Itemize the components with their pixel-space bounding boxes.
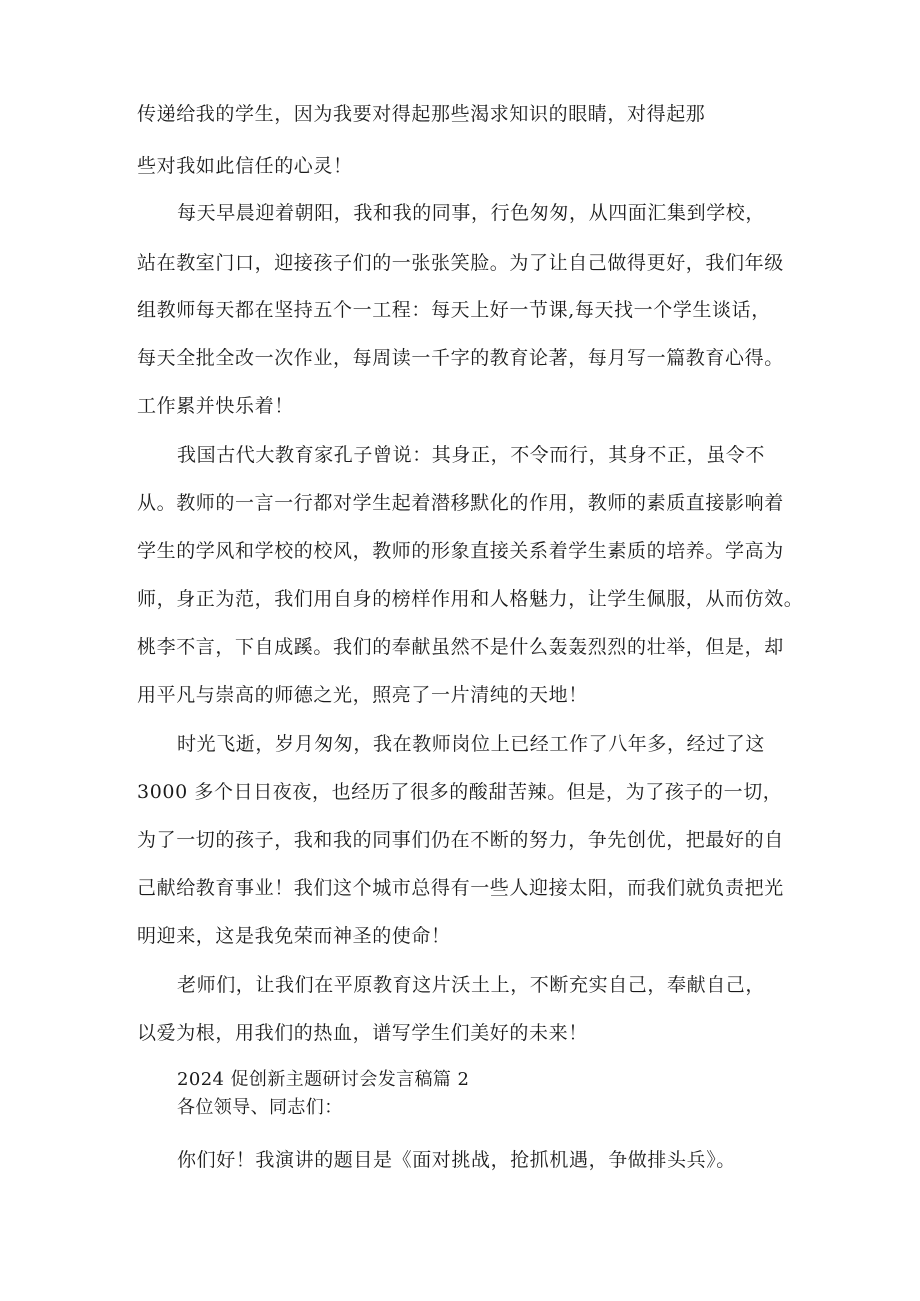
- paragraph-line: 师，身正为范，我们用自身的榜样作用和人格魅力，让学生佩服，从而仿效。: [137, 588, 804, 610]
- paragraph-line: 工作累并快乐着！: [137, 395, 294, 417]
- paragraph-line: 老师们，让我们在平原教育这片沃土上，不断充实自己，奉献自己，: [177, 974, 766, 996]
- paragraph-line: 站在教室门口，迎接孩子们的一张张笑脸。为了让自己做得更好，我们年级: [137, 252, 784, 274]
- paragraph-line: 己献给教育事业！我们这个城市总得有一些人迎接太阳，而我们就负责把光: [137, 877, 784, 899]
- paragraph-line: 组教师每天都在坚持五个一工程：每天上好一节课,每天找一个学生谈话，: [137, 299, 771, 321]
- salutation: 各位领导、同志们：: [177, 1097, 343, 1118]
- paragraph-line: 明迎来，这是我免荣而神圣的使命！: [137, 925, 451, 947]
- opening-line: 你们好！我演讲的题目是《面对挑战，抢抓机遇，争做排头兵》。: [177, 1149, 736, 1171]
- paragraph-line: 每天早晨迎着朝阳，我和我的同事，行色匆匆，从四面汇集到学校，: [177, 202, 766, 224]
- paragraph-line: 从。教师的一言一行都对学生起着潜移默化的作用，教师的素质直接影响着: [137, 492, 784, 514]
- paragraph-line: 用平凡与崇高的师德之光，照亮了一片清纯的天地！: [137, 684, 588, 706]
- paragraph-line: 时光飞逝，岁月匆匆，我在教师岗位上已经工作了八年多，经过了这: [177, 733, 766, 755]
- paragraph-line: 每天全批全改一次作业，每周读一千字的教育论著，每月写一篇教育心得。: [137, 347, 784, 369]
- paragraph-line: 些对我如此信任的心灵！: [137, 155, 353, 177]
- paragraph-line: 桃李不言，下自成蹊。我们的奉献虽然不是什么轰轰烈烈的壮举，但是，却: [137, 636, 784, 658]
- section-title: 2024 促创新主题研讨会发言稿篇 2: [177, 1069, 470, 1090]
- paragraph-line: 为了一切的孩子，我和我的同事们仍在不断的努力，争先创优，把最好的自: [137, 829, 784, 851]
- paragraph-line: 传递给我的学生，因为我要对得起那些渴求知识的眼睛，对得起那: [137, 103, 706, 125]
- paragraph-line: 3000 多个日日夜夜，也经历了很多的酸甜苦辣。但是，为了孩子的一切，: [137, 781, 783, 803]
- paragraph-line: 学生的学风和学校的校风，教师的形象直接关系着学生素质的培养。学高为: [137, 540, 784, 562]
- paragraph-line: 以爱为根，用我们的热血，谱写学生们美好的未来！: [137, 1022, 588, 1044]
- paragraph-line: 我国古代大教育家孔子曾说：其身正，不令而行，其身不正，虽令不: [177, 444, 766, 466]
